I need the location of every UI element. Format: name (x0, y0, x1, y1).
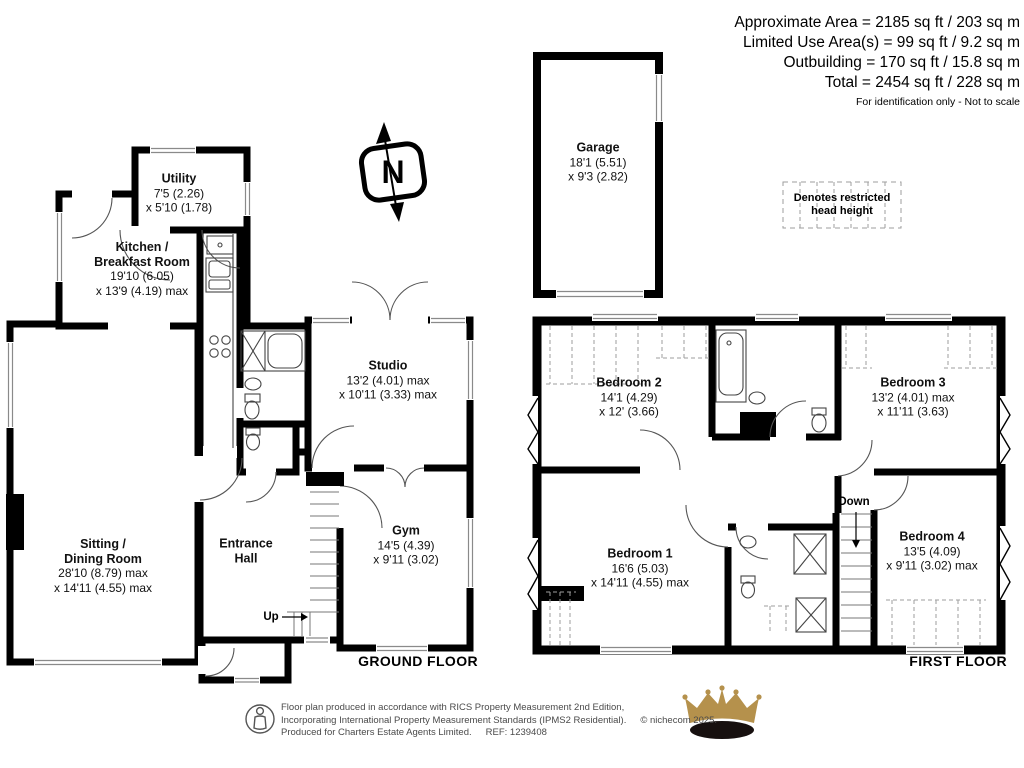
stairs-up-label: Up (263, 611, 279, 623)
footer-line1: Floor plan produced in accordance with RICS Property Measurement 2nd Edition, (281, 702, 625, 713)
first-floor-title: FIRST FLOOR (909, 653, 1007, 669)
compass-n-label: N (381, 154, 405, 190)
room-label-garage: Garage 18'1 (5.51) x 9'3 (2.82) (568, 140, 628, 184)
footer-ref: REF: 1239408 (485, 727, 547, 738)
room-label-bedroom2: Bedroom 2 14'1 (4.29) x 12' (3.66) (596, 375, 662, 419)
disclaimer: For identification only - Not to scale (856, 96, 1020, 108)
room-label-bedroom4: Bedroom 4 13'5 (4.09) x 9'11 (3.02) max (886, 529, 978, 573)
ground-floor-title: GROUND FLOOR (358, 653, 478, 669)
footer-copyright: © nichecom 2025. (640, 714, 718, 726)
total-area: Total = 2454 sq ft / 228 sq m (824, 74, 1020, 91)
chimney-breast (6, 494, 24, 550)
room-label-kitchen: Kitchen / Breakfast Room 19'10 (6.05) x 13'9 (4.19) max (94, 240, 190, 298)
footer-line3: Produced for Charters Estate Agents Limited. (281, 727, 472, 738)
footer-line2: Incorporating International Property Measurement Standards (IPMS2 Residential). (281, 714, 627, 726)
area-summary (734, 13, 1020, 109)
ground-floor-plan (6, 146, 475, 685)
room-label-utility: Utility 7'5 (2.26) x 5'10 (1.78) (145, 171, 213, 215)
room-label-bedroom1: Bedroom 1 16'6 (5.03) x 14'11 (4.55) max (590, 546, 690, 590)
compass-north-icon (360, 122, 427, 222)
stairs-down-label: Down (838, 496, 870, 508)
room-label-bedroom3: Bedroom 3 13'2 (4.01) max x 11'11 (3.63) (871, 375, 955, 419)
footer-credits (281, 702, 717, 740)
first-floor-plan (527, 312, 1011, 654)
room-label-studio: Studio 13'2 (4.01) max x 10'11 (3.33) max (338, 358, 438, 402)
person-scale-icon (246, 705, 274, 733)
limited-use-area: Limited Use Area(s) = 99 sq ft / 9.2 sq m (743, 34, 1020, 51)
outbuilding-area: Outbuilding = 170 sq ft / 15.8 sq m (783, 54, 1020, 71)
room-label-gym: Gym 14'5 (4.39) x 9'11 (3.02) (373, 523, 439, 567)
approximate-area: Approximate Area = 2185 sq ft / 203 sq m (734, 14, 1020, 31)
room-label-entrance-hall: Entrance Hall (219, 536, 273, 565)
restricted-legend-label: Denotes restricted head height (793, 192, 891, 217)
room-label-sitting-dining: Sitting / Dining Room 28'10 (8.79) max x 14'11 (4.55) max (53, 537, 153, 595)
